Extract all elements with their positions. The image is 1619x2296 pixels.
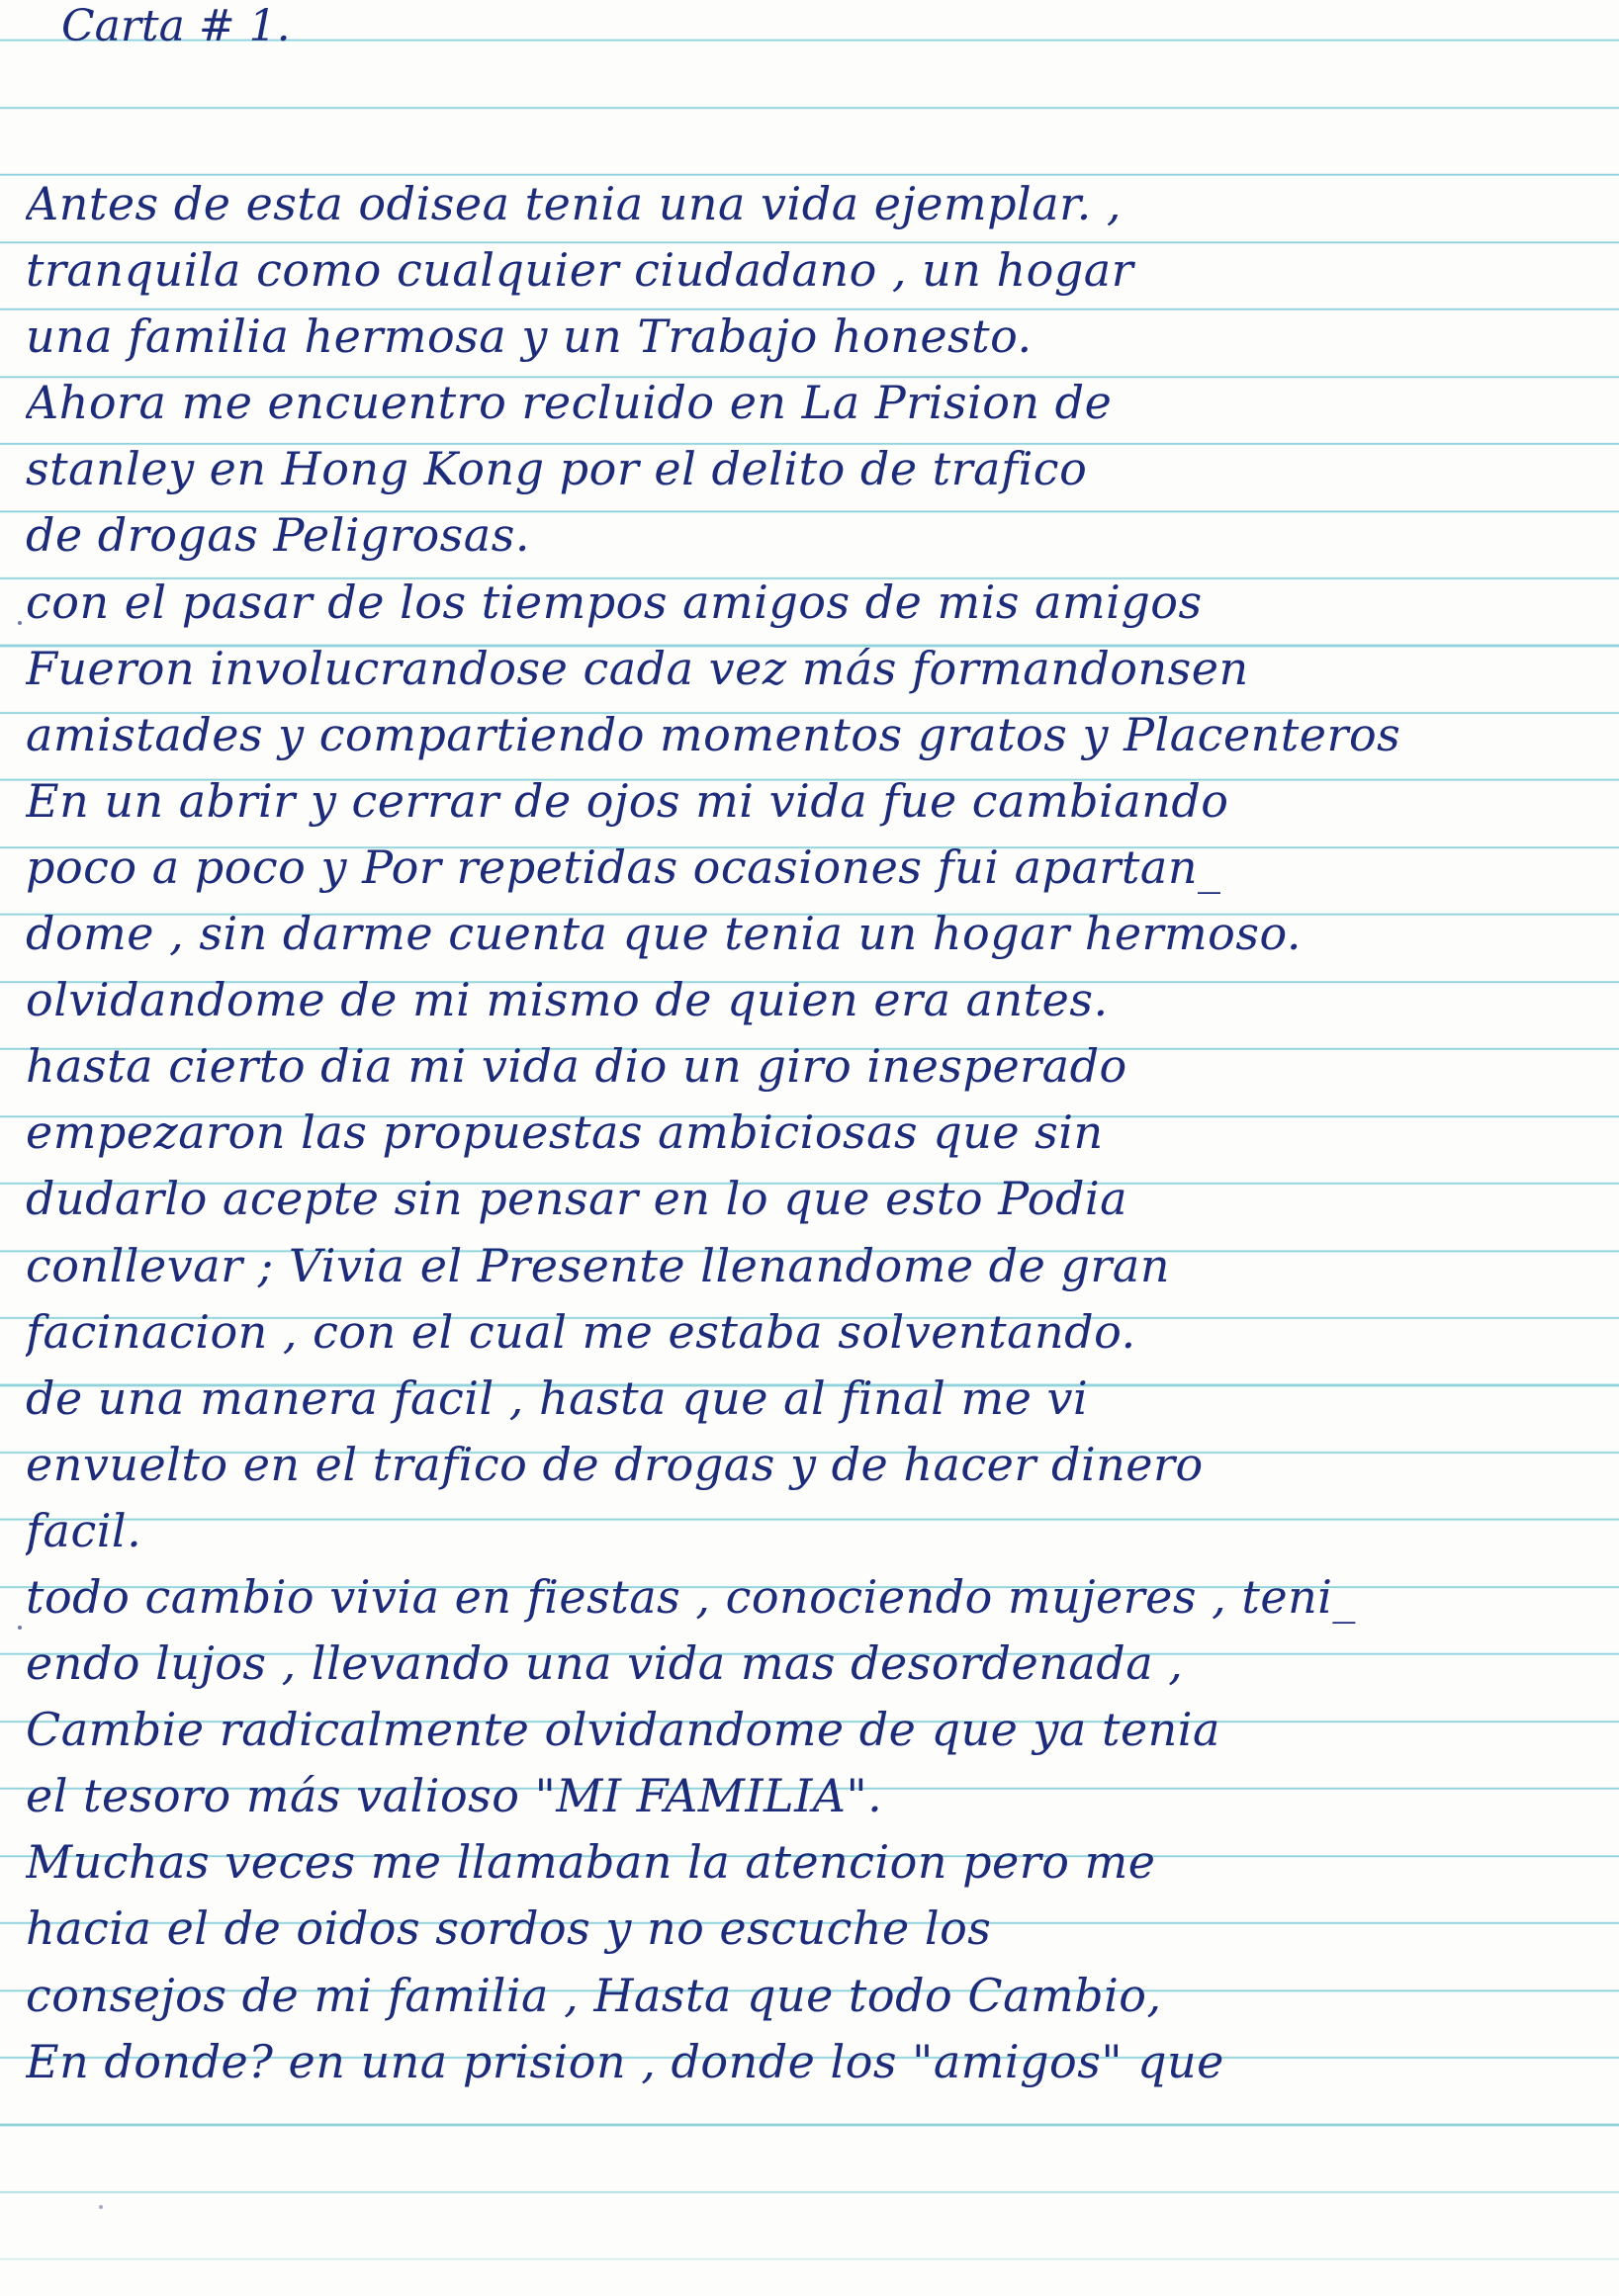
letter-line: stanley en Hong Kong por el delito de trafico: [26, 442, 1088, 496]
letter-line: el tesoro más valioso "MI FAMILIA".: [26, 1769, 883, 1823]
letter-line: de una manera facil , hasta que al final me vi: [26, 1370, 1089, 1425]
letter-line: Cambie radicalmente olvidandome de que ya tenia: [26, 1703, 1220, 1757]
letter-line: facinacion , con el cual me estaba solventando.: [26, 1304, 1136, 1359]
letter-line: En donde? en una prision , donde los "amigos" que: [26, 2034, 1224, 2088]
letter-line: hasta cierto dia mi vida dio un giro inesperado: [26, 1039, 1127, 1094]
letter-line: hacia el de oidos sordos y no escuche los: [26, 1901, 992, 1956]
letter-body: [26, 174, 1598, 2098]
letter-line: dome , sin darme cuenta que tenia un hogar hermoso.: [26, 907, 1302, 961]
letter-line: olvidandome de mi mismo de quien era antes.: [26, 973, 1109, 1027]
letter-line: con el pasar de los tiempos amigos de mis amigos: [26, 574, 1203, 629]
letter-line: todo cambio vivia en fiestas , conociendo mujeres , teni_: [26, 1569, 1356, 1624]
letter-heading: Carta # 1.: [61, 1, 291, 51]
letter-line: empezaron las propuestas ambiciosas que sin: [26, 1105, 1104, 1160]
margin-mark: [99, 2205, 103, 2209]
letter-line: dudarlo acepte sin pensar en lo que esto Podia: [26, 1172, 1128, 1226]
letter-line: amistades y compartiendo momentos gratos y Placenteros: [26, 707, 1401, 761]
letter-line: una familia hermosa y un Trabajo honesto.: [26, 309, 1033, 364]
margin-mark: [18, 621, 22, 625]
letter-line: tranquila como cualquier ciudadano , un hogar: [26, 243, 1134, 298]
letter-line: Ahora me encuentro recluido en La Prision de: [26, 376, 1113, 430]
letter-line: Muchas veces me llamaban la atencion pero me: [26, 1835, 1156, 1890]
letter-line: conllevar ; Vivia el Presente llenandome de gran: [26, 1238, 1170, 1292]
letter-line: poco a poco y Por repetidas ocasiones fui apartan_: [26, 839, 1221, 894]
letter-line: de drogas Peligrosas.: [26, 508, 530, 563]
letter-line: Fueron involucrandose cada vez más formandonsen: [26, 641, 1249, 695]
letter-line: En un abrir y cerrar de ojos mi vida fue cambiando: [26, 773, 1229, 828]
letter-line: endo lujos , llevando una vida mas desordenada ,: [26, 1636, 1184, 1691]
letter-line: envuelto en el trafico de drogas y de hacer dinero: [26, 1437, 1204, 1491]
letter-line: facil.: [26, 1503, 142, 1557]
letter-line: Antes de esta odisea tenia una vida ejemplar. ,: [26, 177, 1122, 230]
margin-mark: [18, 1626, 22, 1630]
letter-line: consejos de mi familia , Hasta que todo Cambio,: [26, 1968, 1162, 2022]
